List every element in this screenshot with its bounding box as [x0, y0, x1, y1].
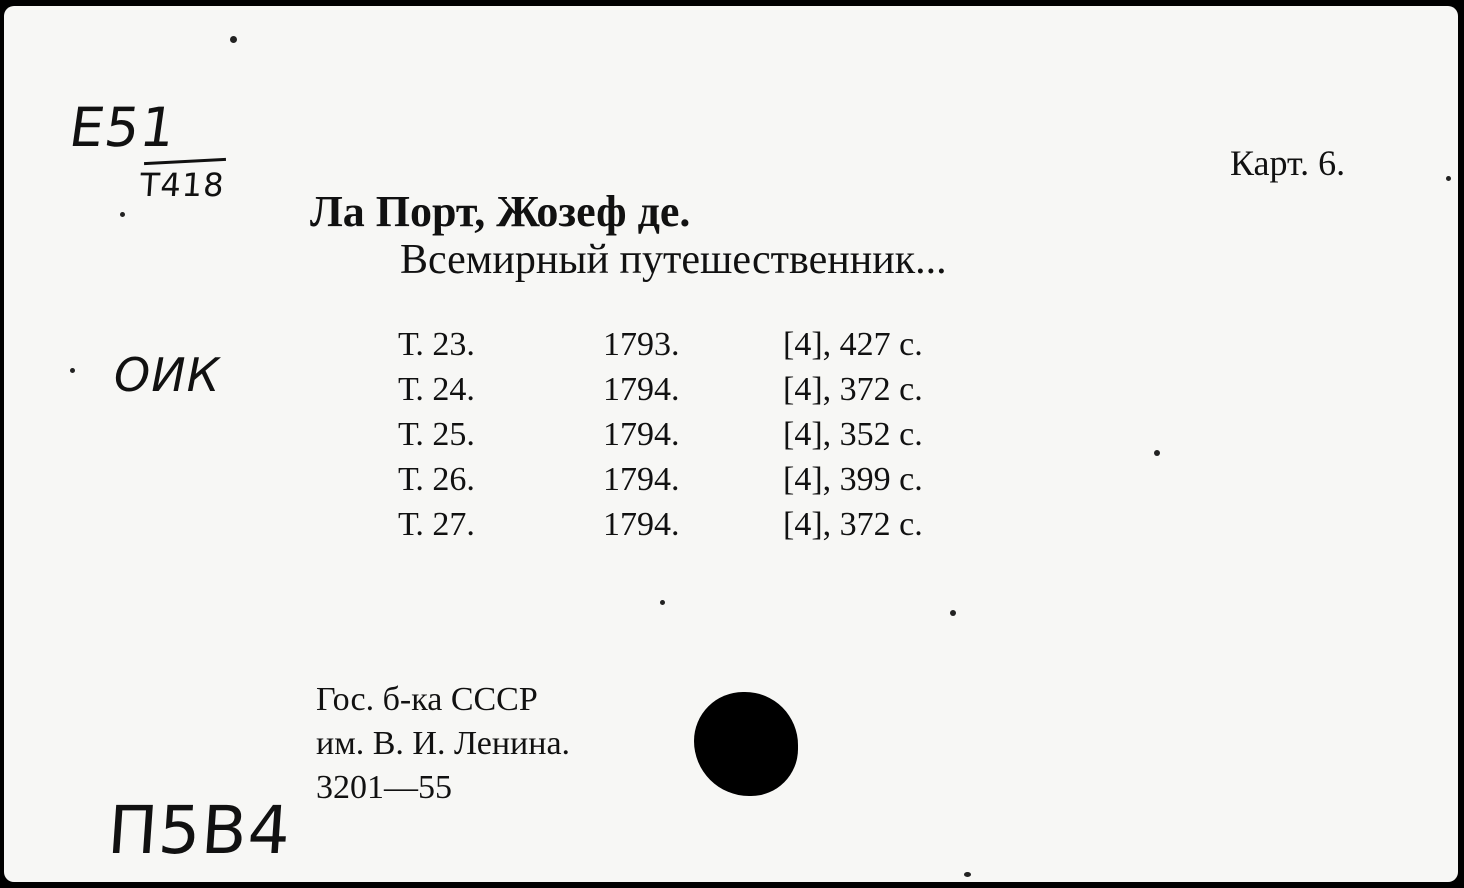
imprint-line: 3201—55 — [316, 769, 452, 806]
volume-number: Т. 23. — [398, 326, 475, 363]
imprint-line: им. В. И. Ленина. — [316, 725, 571, 762]
speck — [964, 872, 971, 877]
speck — [1154, 450, 1160, 456]
speck — [70, 368, 75, 373]
volume-year: 1794. — [603, 506, 680, 543]
library-imprint — [316, 678, 570, 810]
card-punch-hole — [694, 692, 798, 796]
volume-row — [398, 371, 983, 416]
handwritten-collection-mark: ОИК — [114, 348, 221, 402]
imprint-line: Гос. б-ка СССР — [316, 681, 538, 718]
handwritten-shelfmark-sub: Т418 — [138, 166, 226, 204]
volume-number: Т. 27. — [398, 506, 475, 543]
volume-year: 1794. — [603, 461, 680, 498]
author-heading: Ла Порт, Жозеф де. — [310, 187, 691, 236]
volume-row — [398, 461, 983, 506]
speck — [1446, 176, 1451, 181]
catalog-card — [4, 6, 1458, 882]
speck — [230, 36, 237, 43]
volume-pages: [4], 399 с. — [783, 461, 923, 498]
volume-pages: [4], 427 с. — [783, 326, 923, 363]
volume-number: Т. 26. — [398, 461, 475, 498]
volume-year: 1794. — [603, 416, 680, 453]
volume-number: Т. 25. — [398, 416, 475, 453]
volume-row — [398, 506, 983, 551]
volume-year: 1793. — [603, 326, 680, 363]
volume-pages: [4], 372 с. — [783, 506, 923, 543]
work-title: Всемирный путешественник... — [400, 237, 947, 283]
volume-pages: [4], 372 с. — [783, 371, 923, 408]
volume-row — [398, 416, 983, 461]
volume-row — [398, 326, 983, 371]
speck — [950, 610, 956, 616]
volume-number: Т. 24. — [398, 371, 475, 408]
volume-year: 1794. — [603, 371, 680, 408]
volumes-table — [398, 326, 983, 551]
handwritten-shelfmark: E51 — [65, 96, 181, 159]
card-number: Карт. 6. — [1230, 143, 1346, 183]
speck — [660, 600, 665, 605]
volume-pages: [4], 352 с. — [783, 416, 923, 453]
speck — [120, 212, 125, 217]
handwritten-inventory-number: П5В4 — [105, 792, 294, 869]
